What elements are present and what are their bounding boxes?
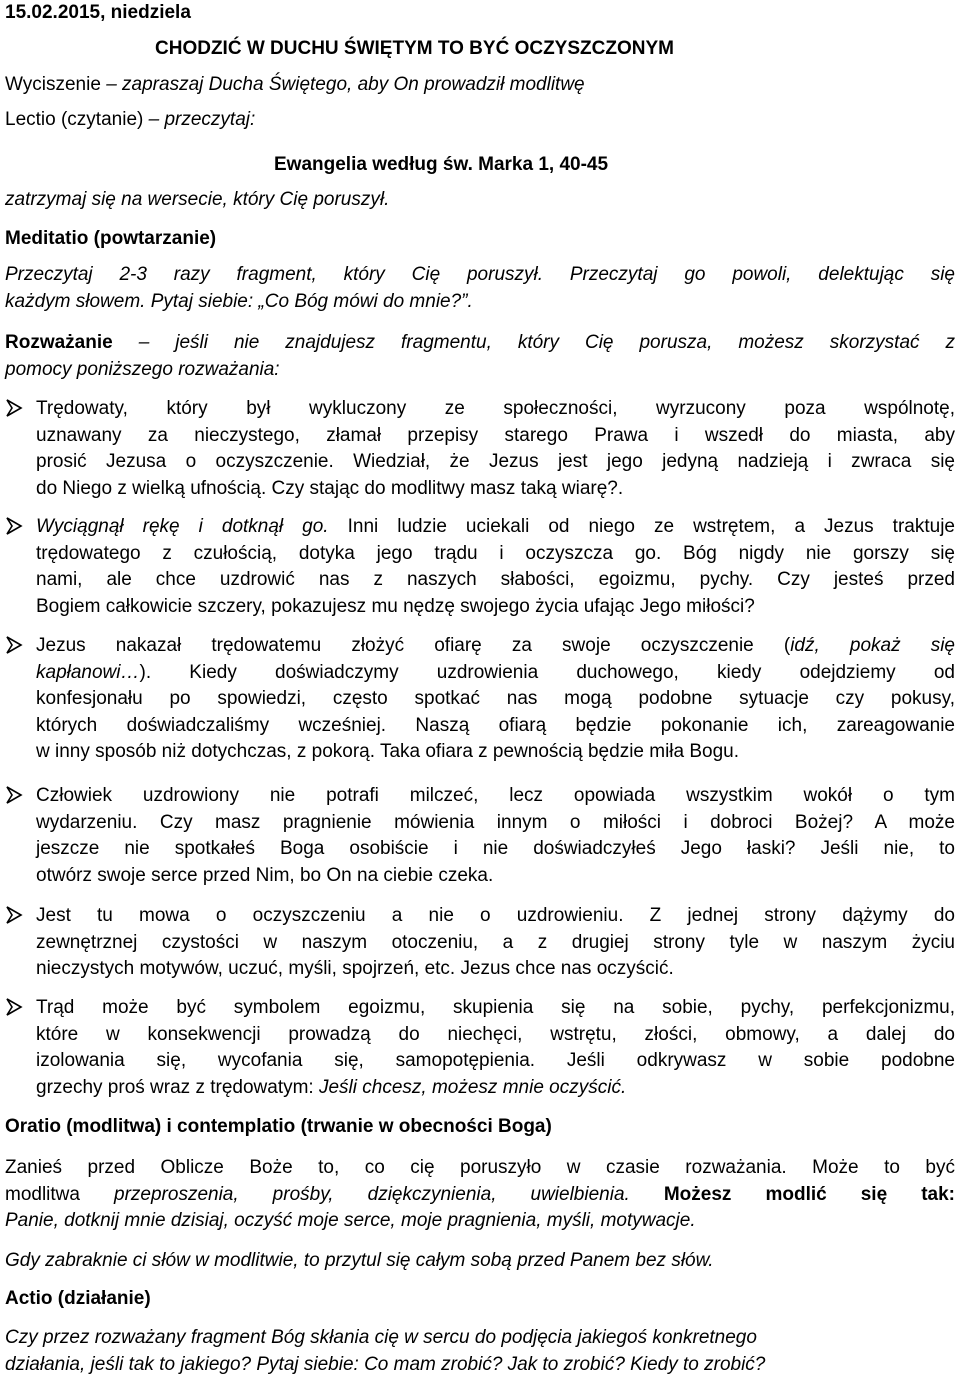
rozwazanie-paragraph — [5, 330, 955, 383]
list-item-line: zewnętrznej czystości w naszym otoczeniu, a z drugiej strony tyle w naszym życiu — [36, 930, 955, 957]
list-item-line — [36, 1075, 955, 1102]
list-item-line: otwórz swoje serce przed Nim, bo On na ciebie czeka. — [36, 863, 955, 890]
list-item-line: które w konsekwencji prowadzą do niechęci, wstrętu, złości, obmowy, a dalej do — [36, 1022, 955, 1049]
oratio-line-1: Zanieś przed Oblicze Boże to, co cię poruszyło w czasie rozważania. Może to być — [5, 1155, 955, 1182]
list-item-italic: kapłanowi… — [36, 662, 140, 683]
meditatio-paragraph — [5, 262, 955, 315]
list-item-text: Jezus nakazał trędowatemu złożyć ofiarę za swoje oczyszczenie ( — [36, 635, 790, 656]
rozwazanie-label: Rozważanie — [5, 332, 113, 353]
oratio-line-4: Gdy zabraknie ci słów w modlitwie, to przytul się całym sobą przed Panem bez słów. — [5, 1248, 955, 1275]
list-item-line: Jest tu mowa o oczyszczeniu a nie o uzdrowieniu. Z jednej strony dążymy do — [36, 903, 955, 930]
list-item-line — [36, 633, 955, 660]
rozwazanie-line-2: pomocy poniższego rozważania: — [5, 357, 955, 384]
list-item-line: których doświadczaliśmy wcześniej. Naszą ofiarą będzie pokonanie ich, zareagowanie — [36, 713, 955, 740]
list-item-italic: idź, pokaż się — [790, 635, 955, 656]
actio-line-2: działania, jeśli tak to jakiego? Pytaj siebie: Co mam zrobić? Jak to zrobić? Kiedy to zrobić? — [5, 1352, 955, 1378]
document-title: CHODZIĆ W DUCHU ŚWIĘTYM TO BYĆ OCZYSZCZONYM — [155, 36, 674, 63]
arrowhead-outline-icon — [5, 635, 23, 655]
list-item-line: trędowatego z czułością, dotyka jego trądu i oczyszcza go. Bóg nigdy nie gorszy się — [36, 541, 955, 568]
list-item-line — [36, 660, 955, 687]
list-item-line: Człowiek uzdrowiony nie potrafi milczeć, lecz opowiada wszystkim wokół o tym — [36, 783, 955, 810]
rozwazanie-line-1 — [5, 330, 955, 357]
list-item-line: nieczystych motywów, uczuć, myśli, spojrzeń, etc. Jezus chce nas oczyścić. — [36, 956, 955, 983]
lectio-line — [5, 107, 255, 134]
arrowhead-outline-icon — [5, 785, 23, 805]
lectio-label: Lectio (czytanie) — [5, 109, 143, 130]
list-item-line: w inny sposób niż dotychczas, z pokorą. Taka ofiara z pewnością będzie miła Bogu. — [36, 739, 955, 766]
oratio-line-2-bold: Możesz modlić się tak: — [630, 1184, 955, 1205]
wyciszenie-line — [5, 72, 585, 99]
actio-heading: Actio (działanie) — [5, 1286, 955, 1313]
oratio-heading: Oratio (modlitwa) i contemplatio (trwanie w obecności Boga) — [5, 1114, 955, 1141]
wyciszenie-label: Wyciszenie — [5, 74, 101, 95]
actio-line-1: Czy przez rozważany fragment Bóg skłania cię w sercu do podjęcia jakiegoś konkretnego — [5, 1325, 955, 1352]
list-item-line: nami, ale chce uzdrowić nas z naszych słabości, egoizmu, pychy. Czy jesteś przed — [36, 567, 955, 594]
list-item-text: ). Kiedy doświadczymy uzdrowienia duchowego, kiedy odejdziemy od — [140, 662, 956, 683]
date-heading: 15.02.2015, niedziela — [5, 0, 191, 27]
meditatio-line-1: Przeczytaj 2-3 razy fragment, który Cię poruszył. Przeczytaj go powoli, delektując się — [5, 262, 955, 289]
oratio-paragraph — [5, 1155, 955, 1235]
arrowhead-outline-icon — [5, 997, 23, 1017]
oratio-line-2-pre: modlitwa — [5, 1184, 114, 1205]
list-item-line: prosić Jezusa o oczyszczenie. Wiedział, że Jezus jest jego jedyną nadzieją i zwraca się — [36, 449, 955, 476]
list-item-line — [36, 514, 955, 541]
arrowhead-outline-icon — [5, 905, 23, 925]
list-item-line: do Niego z wielką ufnością. Czy stając do modlitwy masz taką wiarę?. — [36, 476, 955, 503]
wyciszenie-text: – zapraszaj Ducha Świętego, aby On prowadził modlitwę — [106, 74, 584, 95]
arrowhead-outline-icon — [5, 398, 23, 418]
arrowhead-outline-icon — [5, 516, 23, 536]
list-item-line: wydarzeniu. Czy masz pragnienie mówienia innym o miłości i dobroci Bożej? A może — [36, 810, 955, 837]
list-item-line: uznawany za nieczystego, złamał przepisy starego Prawa i wszedł do miasta, aby — [36, 423, 955, 450]
list-item-line: Trąd może być symbolem egoizmu, skupienia się na sobie, pychy, perfekcjonizmu, — [36, 995, 955, 1022]
oratio-line-2-italic: przeproszenia, prośby, dziękczynienia, uwielbienia. — [114, 1184, 630, 1205]
list-item-italic: Jeśli chcesz, możesz mnie oczyścić. — [319, 1077, 626, 1098]
list-item-italic: Wyciągnął rękę i dotknął go. — [36, 516, 329, 537]
list-item-text: grzechy proś wraz z trędowatym: — [36, 1077, 319, 1098]
list-item-line: Bogiem całkowicie szczery, pokazujesz mu nędzę swojego życia ufając Jego miłości? — [36, 594, 955, 621]
gospel-reference: Ewangelia według św. Marka 1, 40-45 — [274, 152, 608, 179]
list-item-line: izolowania się, wycofania się, samopotępienia. Jeśli odkrywasz w sobie podobne — [36, 1048, 955, 1075]
list-item-line: konfesjonału po spowiedzi, często spotkać nas mogą podobne sytuacje czy pokusy, — [36, 686, 955, 713]
oratio-line-3: Panie, dotknij mnie dzisiaj, oczyść moje serce, moje pragnienia, myśli, motywacje. — [5, 1208, 955, 1235]
oratio-line-2 — [5, 1182, 955, 1209]
list-item-line: jeszcze nie spotkałeś Boga osobiście i nie doświadczyłeś Jego łaski? Jeśli nie, to — [36, 836, 955, 863]
list-item-line: Trędowaty, który był wykluczony ze społeczności, wyrzucony poza wspólnotę, — [36, 396, 955, 423]
meditatio-line-2: każdym słowem. Pytaj siebie: „Co Bóg mówi do mnie?”. — [5, 289, 955, 316]
list-item-text: Inni ludzie uciekali od niego ze wstrętem, a Jezus traktuje — [329, 516, 955, 537]
actio-paragraph — [5, 1325, 955, 1378]
stop-instruction: zatrzymaj się na wersecie, który Cię poruszył. — [5, 187, 389, 214]
lectio-text: – przeczytaj: — [149, 109, 256, 130]
meditatio-heading: Meditatio (powtarzanie) — [5, 226, 216, 253]
rozwazanie-line-1-text: – jeśli nie znajdujesz fragmentu, który Cię porusza, możesz skorzystać z — [139, 332, 955, 353]
